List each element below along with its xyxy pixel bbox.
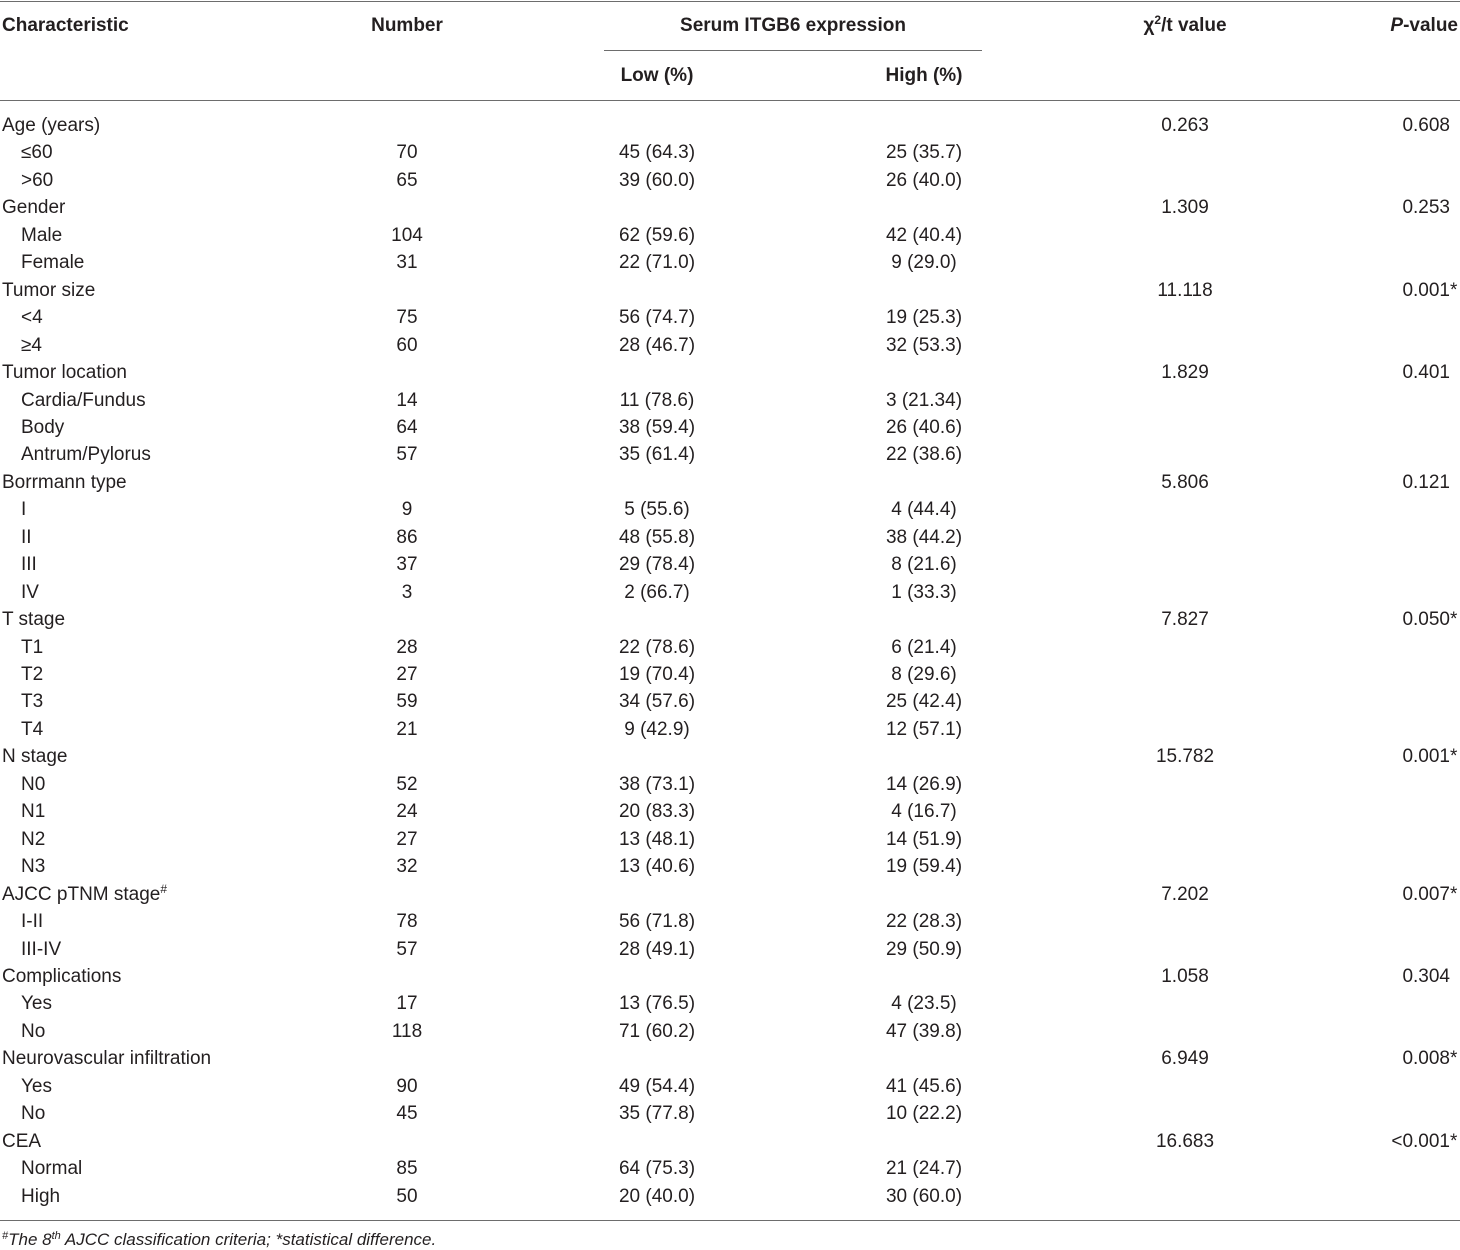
subcategory-label — [21, 1075, 52, 1099]
high-percent-cell: 4 (44.4) — [891, 499, 957, 521]
significance-star: * — [1450, 279, 1458, 301]
header-group-rule — [604, 50, 982, 51]
header-low: Low (%) — [620, 65, 694, 86]
row-label-text: ≥4 — [21, 334, 42, 356]
subcategory-label — [21, 416, 64, 440]
row-label-superscript: # — [160, 881, 168, 896]
chi-rest: /t value — [1161, 15, 1227, 36]
subcategory-label — [21, 251, 84, 275]
number-cell: 17 — [396, 993, 418, 1015]
header-bottom-rule — [0, 100, 1460, 101]
low-percent-cell: 13 (40.6) — [618, 856, 696, 878]
low-percent-cell: 9 (42.9) — [624, 718, 690, 740]
chi-square-value-cell: 7.202 — [1161, 883, 1209, 905]
footnote-text-3: statistical difference. — [282, 1230, 437, 1249]
high-percent-cell: 26 (40.6) — [885, 416, 963, 438]
footnote-text-1: The 8 — [8, 1230, 52, 1249]
significance-star: * — [1450, 1048, 1458, 1070]
high-percent-cell: 29 (50.9) — [885, 938, 963, 960]
number-cell: 9 — [401, 499, 413, 521]
subcategory-label — [21, 1102, 45, 1126]
row-label-text: II — [21, 526, 32, 548]
number-cell: 28 — [396, 636, 418, 658]
subcategory-label — [21, 443, 151, 467]
chi-square-value-cell: 6.949 — [1161, 1048, 1209, 1070]
number-cell: 32 — [396, 856, 418, 878]
p-value-cell — [1402, 361, 1458, 385]
row-label-text: Neurovascular infiltration — [2, 1048, 212, 1070]
row-label-text: AJCC pTNM stage — [2, 883, 161, 905]
p-value-cell — [1402, 114, 1458, 138]
p-value-text: 0.608 — [1402, 115, 1450, 136]
category-label — [2, 361, 127, 385]
subcategory-label — [21, 553, 37, 577]
chi-square-value-cell: 5.806 — [1161, 471, 1209, 493]
low-percent-cell: 28 (49.1) — [618, 938, 696, 960]
low-percent-cell: 28 (46.7) — [618, 334, 696, 356]
p-value-cell — [1402, 196, 1458, 220]
subcategory-label — [21, 498, 26, 522]
low-percent-cell: 56 (71.8) — [618, 911, 696, 932]
significance-star: * — [1450, 1130, 1458, 1152]
low-percent-cell: 22 (78.6) — [618, 636, 696, 658]
number-cell: 60 — [396, 334, 418, 356]
subcategory-label — [21, 718, 43, 742]
row-label-text: Borrmann type — [2, 471, 127, 493]
number-cell: 75 — [396, 307, 418, 329]
high-percent-cell: 4 (23.5) — [891, 993, 957, 1015]
low-percent-cell: 20 (40.0) — [618, 1185, 696, 1207]
row-label-text: I-II — [21, 911, 44, 932]
p-value-cell — [1402, 608, 1458, 632]
number-cell: 37 — [396, 554, 418, 576]
row-label-text: T1 — [21, 636, 44, 658]
footnote-hash-mark: # — [2, 1230, 9, 1242]
high-percent-cell: 6 (21.4) — [891, 636, 957, 658]
subcategory-label — [21, 141, 53, 165]
row-label-text: No — [21, 1020, 46, 1042]
number-cell: 64 — [396, 416, 418, 438]
low-percent-cell: 13 (76.5) — [618, 993, 696, 1015]
subcategory-label — [21, 800, 45, 824]
high-percent-cell: 26 (40.0) — [885, 169, 963, 191]
high-percent-cell: 9 (29.0) — [891, 252, 957, 274]
subcategory-label — [21, 1020, 45, 1044]
number-cell: 52 — [396, 773, 418, 795]
p-value-text: 0.121 — [1402, 471, 1450, 493]
low-percent-cell: 35 (77.8) — [618, 1103, 696, 1125]
significance-star: * — [1450, 746, 1458, 768]
low-percent-cell: 38 (73.1) — [618, 773, 696, 795]
subcategory-label — [21, 306, 43, 330]
low-percent-cell: 29 (78.4) — [618, 554, 696, 576]
high-percent-cell: 1 (33.3) — [891, 581, 957, 603]
subcategory-label — [21, 581, 39, 605]
subcategory-label — [21, 1185, 60, 1209]
number-cell: 3 — [401, 581, 413, 603]
subcategory-label — [21, 938, 61, 962]
low-percent-cell: 49 (54.4) — [618, 1075, 696, 1097]
high-percent-cell: 41 (45.6) — [885, 1075, 963, 1097]
row-label-text: CEA — [2, 1130, 42, 1152]
row-label-text: N0 — [21, 773, 46, 795]
category-label — [2, 883, 167, 907]
subcategory-label — [21, 690, 43, 714]
subcategory-label — [21, 828, 45, 852]
row-label-text: T4 — [21, 718, 44, 740]
chi-symbol: χ — [1143, 15, 1155, 36]
number-cell: 59 — [396, 691, 418, 713]
chi-square-value-cell: 1.829 — [1161, 362, 1209, 383]
row-label-text: T stage — [2, 609, 66, 631]
row-label-text: High — [21, 1185, 61, 1207]
low-percent-cell: 19 (70.4) — [618, 664, 696, 685]
p-value-text: 0.401 — [1402, 362, 1450, 383]
footnote-superscript: th — [51, 1230, 61, 1242]
category-label — [2, 471, 127, 495]
p-italic: P — [1390, 15, 1404, 36]
row-label-text: Female — [21, 252, 85, 274]
low-percent-cell: 56 (74.7) — [618, 307, 696, 329]
number-cell: 118 — [391, 1020, 423, 1042]
low-percent-cell: 38 (59.4) — [618, 416, 696, 438]
table-bottom-rule — [0, 1220, 1460, 1221]
high-percent-cell: 8 (29.6) — [891, 664, 957, 685]
p-value-cell — [1402, 883, 1458, 907]
header-characteristic: Characteristic — [2, 15, 129, 36]
chi-square-value-cell: 7.827 — [1161, 609, 1209, 631]
low-percent-cell: 34 (57.6) — [618, 691, 696, 713]
chi-square-value-cell: 15.782 — [1155, 746, 1215, 768]
subcategory-label — [21, 224, 62, 248]
high-percent-cell: 19 (25.3) — [885, 307, 963, 329]
high-percent-cell: 38 (44.2) — [885, 526, 963, 548]
category-label — [2, 279, 95, 303]
number-cell: 27 — [396, 828, 418, 850]
table-top-rule — [0, 1, 1460, 2]
p-value-text: 0.001 — [1402, 746, 1450, 768]
row-label-text: >60 — [21, 169, 54, 191]
row-label-text: <4 — [21, 307, 43, 329]
significance-star: * — [1450, 609, 1458, 631]
row-label-text: Yes — [21, 1075, 52, 1097]
row-label-text: Antrum/Pylorus — [21, 444, 151, 466]
number-cell: 65 — [396, 169, 418, 191]
header-serum-itgb6-expression: Serum ITGB6 expression — [680, 15, 906, 36]
number-cell: 90 — [396, 1075, 418, 1097]
number-cell: 57 — [396, 938, 418, 960]
high-percent-cell: 14 (26.9) — [885, 773, 963, 795]
p-value-cell — [1391, 1130, 1458, 1154]
row-label-text: N stage — [2, 746, 68, 768]
row-label-text: Complications — [2, 965, 122, 987]
number-cell: 104 — [391, 224, 423, 246]
row-label-text: ≤60 — [21, 142, 53, 164]
chi-square-value-cell: 11.118 — [1157, 279, 1213, 301]
number-cell: 85 — [396, 1158, 418, 1180]
category-label — [2, 196, 65, 220]
row-label-text: N1 — [21, 801, 46, 823]
high-percent-cell: 47 (39.8) — [885, 1020, 963, 1042]
row-label-text: T3 — [21, 691, 44, 713]
high-percent-cell: 32 (53.3) — [885, 334, 963, 356]
footnote-star-mark: * — [275, 1230, 283, 1249]
row-label-text: Tumor size — [2, 279, 96, 301]
high-percent-cell: 10 (22.2) — [885, 1103, 963, 1125]
low-percent-cell: 22 (71.0) — [618, 252, 696, 274]
subcategory-label — [21, 636, 43, 660]
row-label-text: III-IV — [21, 938, 62, 960]
subcategory-label — [21, 910, 43, 934]
p-value-text: <0.001 — [1391, 1130, 1450, 1152]
row-label-text: III — [21, 554, 37, 576]
high-percent-cell: 25 (35.7) — [885, 142, 963, 164]
high-percent-cell: 21 (24.7) — [885, 1158, 963, 1180]
low-percent-cell: 13 (48.1) — [618, 828, 696, 850]
p-value-cell — [1402, 1047, 1458, 1071]
chi-square-value-cell: 1.058 — [1161, 965, 1209, 987]
subcategory-label — [21, 992, 52, 1016]
high-percent-cell: 30 (60.0) — [885, 1185, 963, 1207]
low-percent-cell: 2 (66.7) — [624, 581, 690, 603]
row-label-text: Yes — [21, 993, 52, 1015]
high-percent-cell: 14 (51.9) — [885, 828, 963, 850]
number-cell: 31 — [396, 252, 418, 274]
subcategory-label — [21, 526, 32, 550]
number-cell: 14 — [396, 389, 418, 411]
high-percent-cell: 19 (59.4) — [885, 856, 963, 878]
row-label-text: Cardia/Fundus — [21, 389, 146, 411]
header-high: High (%) — [885, 65, 963, 86]
subcategory-label — [21, 773, 45, 797]
p-value-text: 0.001 — [1402, 279, 1450, 301]
number-cell: 86 — [396, 526, 418, 548]
header-p-value — [1390, 14, 1458, 38]
row-label-text: N2 — [21, 828, 46, 850]
p-value-cell — [1402, 279, 1458, 303]
subcategory-label — [21, 663, 43, 687]
high-percent-cell: 12 (57.1) — [885, 718, 963, 740]
footnote-text-2: AJCC classification criteria; — [60, 1230, 276, 1249]
chi-square-value-cell: 16.683 — [1155, 1130, 1215, 1152]
high-percent-cell: 22 (28.3) — [885, 911, 963, 932]
row-label-text: Tumor location — [2, 362, 127, 383]
category-label — [2, 608, 65, 632]
p-value-text: 0.050 — [1402, 609, 1450, 631]
subcategory-label — [21, 855, 45, 879]
number-cell: 78 — [396, 911, 418, 932]
low-percent-cell: 45 (64.3) — [618, 142, 696, 164]
row-label-text: IV — [21, 581, 39, 603]
chi-square-value-cell: 1.309 — [1161, 197, 1209, 219]
category-label — [2, 965, 121, 989]
category-label — [2, 1047, 211, 1071]
number-cell: 57 — [396, 444, 418, 466]
row-label-text: Body — [21, 416, 65, 438]
p-value-text: 0.007 — [1402, 883, 1450, 905]
footnote — [2, 1230, 436, 1250]
low-percent-cell: 20 (83.3) — [618, 801, 696, 823]
row-label-text: T2 — [21, 664, 44, 685]
high-percent-cell: 22 (38.6) — [885, 444, 963, 466]
low-percent-cell: 35 (61.4) — [618, 444, 696, 466]
high-percent-cell: 42 (40.4) — [885, 224, 963, 246]
p-value-cell — [1402, 745, 1458, 769]
high-percent-cell: 25 (42.4) — [885, 691, 963, 713]
number-cell: 27 — [396, 664, 418, 685]
p-value-text: 0.008 — [1402, 1048, 1450, 1070]
row-label-text: I — [21, 499, 27, 521]
number-cell: 50 — [396, 1185, 418, 1207]
p-value-text: 0.253 — [1402, 197, 1450, 219]
p-value-cell — [1402, 471, 1458, 495]
high-percent-cell: 4 (16.7) — [891, 801, 957, 823]
subcategory-label — [21, 389, 146, 413]
row-label-text: N3 — [21, 856, 46, 878]
low-percent-cell: 48 (55.8) — [618, 526, 696, 548]
row-label-text: Age (years) — [2, 115, 101, 136]
category-label — [2, 1130, 41, 1154]
row-label-text: Male — [21, 224, 63, 246]
number-cell: 45 — [396, 1103, 418, 1125]
chi-superscript: 2 — [1154, 13, 1162, 27]
number-cell: 21 — [396, 718, 418, 740]
low-percent-cell: 71 (60.2) — [618, 1020, 696, 1042]
low-percent-cell: 64 (75.3) — [618, 1158, 696, 1180]
header-chi-square-t-value — [1110, 14, 1260, 38]
subcategory-label — [21, 334, 42, 358]
category-label — [2, 114, 100, 138]
header-number: Number — [371, 15, 443, 36]
row-label-text: Gender — [2, 197, 66, 219]
high-percent-cell: 3 (21.34) — [885, 389, 963, 411]
p-rest: -value — [1403, 15, 1458, 36]
low-percent-cell: 62 (59.6) — [618, 224, 696, 246]
p-value-text: 0.304 — [1402, 965, 1450, 987]
low-percent-cell: 5 (55.6) — [624, 499, 690, 521]
chi-square-value-cell: 0.263 — [1161, 115, 1209, 136]
high-percent-cell: 8 (21.6) — [891, 554, 957, 576]
number-cell: 70 — [396, 142, 418, 164]
row-label-text: Normal — [21, 1158, 83, 1180]
low-percent-cell: 39 (60.0) — [618, 169, 696, 191]
significance-star: * — [1450, 883, 1458, 905]
subcategory-label — [21, 1157, 82, 1181]
number-cell: 24 — [396, 801, 418, 823]
category-label — [2, 745, 67, 769]
subcategory-label — [21, 169, 53, 193]
low-percent-cell: 11 (78.6) — [619, 389, 695, 411]
row-label-text: No — [21, 1103, 46, 1125]
p-value-cell — [1402, 965, 1458, 989]
